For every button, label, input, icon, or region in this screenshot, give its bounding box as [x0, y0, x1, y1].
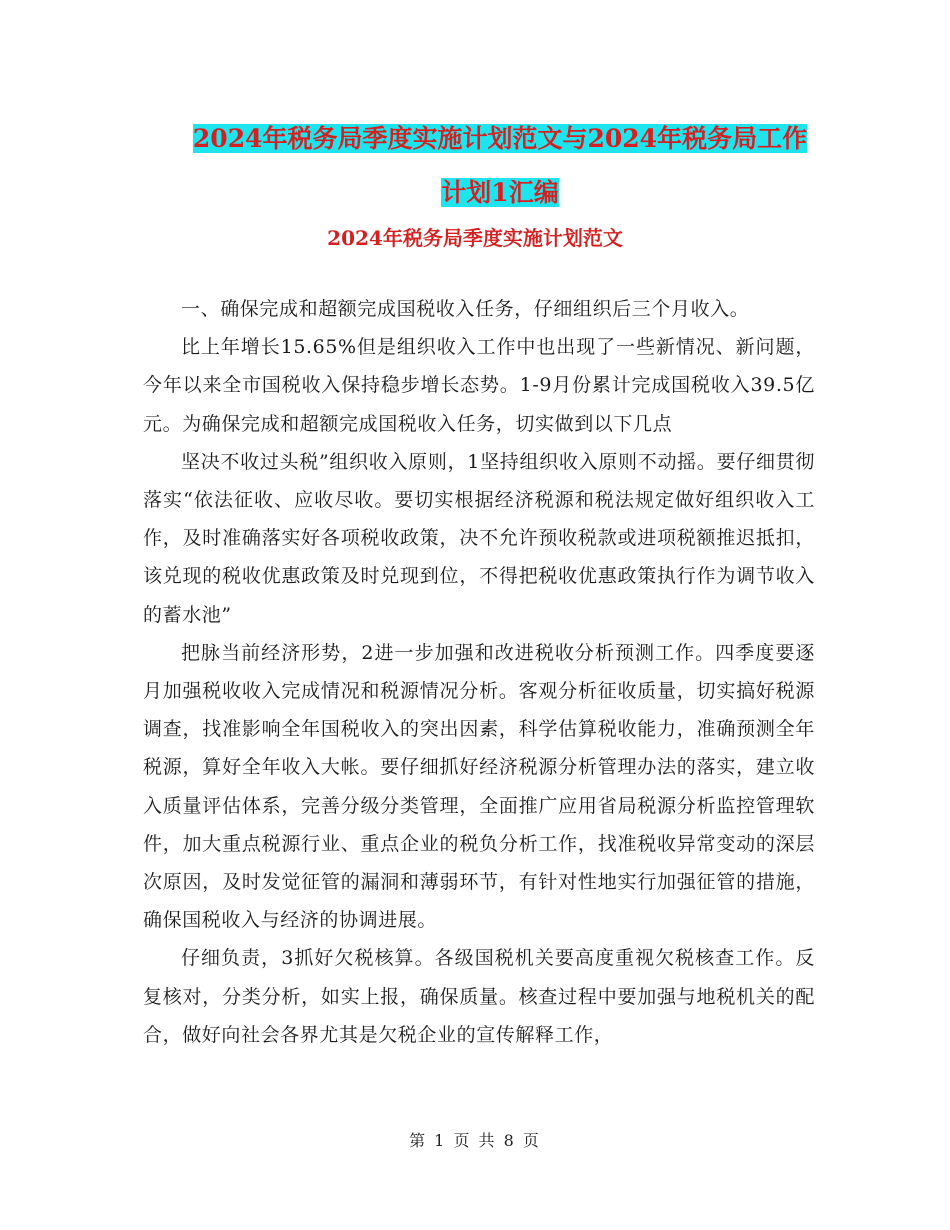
paragraph-3: 坚决不收过头税”组织收入原则，1坚持组织收入原则不动摇。要仔细贯彻落实“依法征收、应收尽收。要切实根据经济税源和税法规定做好组织收入工作，及时准确落实好各项税收政策，决不允许预收税款或进项税额推迟抵扣，该兑现的税收优惠政策及时兑现到位，不得把税收优惠政策执行作为调节收入的蓄水池”: [143, 450, 815, 626]
paragraph-2: 比上年增长15.65%但是组织收入工作中也出现了一些新情况、新问题，今年以来全市国税收入保持稳步增长态势。1-9月份累计完成国税收入39.5亿元。为确保完成和超额完成国税收入任务，切实做到以下几点: [143, 336, 815, 435]
paragraph-4: 把脉当前经济形势，2进一步加强和改进税收分析预测工作。四季度要逐月加强税收收入完成情况和税源情况分析。客观分析征收质量，切实搞好税源调查，找准影响全年国税收入的突出因素，科学估算税收能力，准确预测全年税源，算好全年收入大帐。要仔细抓好经济税源分析管理办法的落实，建立收入质量评估体系，完善分级分类管理，全面推广应用省局税源分析监控管理软件，加大重点税源行业、重点企业的税负分析工作，找准税收异常变动的深层次原因，及时发觉征管的漏洞和薄弱环节，有针对性地实行加强征管的措施，确保国税收入与经济的协调进展。: [143, 641, 815, 932]
section-title: 2024年税务局季度实施计划范文: [327, 226, 623, 250]
paragraph-1: 一、确保完成和超额完成国税收入任务，仔细组织后三个月收入。: [181, 298, 750, 320]
page-footer: 第 1 页 共 8 页: [409, 1131, 541, 1150]
title-line-2: 计划1汇编: [441, 178, 559, 207]
document-title: [140, 112, 860, 220]
document-body: [143, 290, 815, 1054]
paragraph-5: 仔细负责，3抓好欠税核算。各级国税机关要高度重视欠税核查工作。反复核对，分类分析，如实上报，确保质量。核查过程中要加强与地税机关的配合，做好向社会各界尤其是欠税企业的宣传解释工作，: [143, 947, 815, 1046]
title-line-1: 2024年税务局季度实施计划范文与2024年税务局工作: [192, 124, 808, 153]
